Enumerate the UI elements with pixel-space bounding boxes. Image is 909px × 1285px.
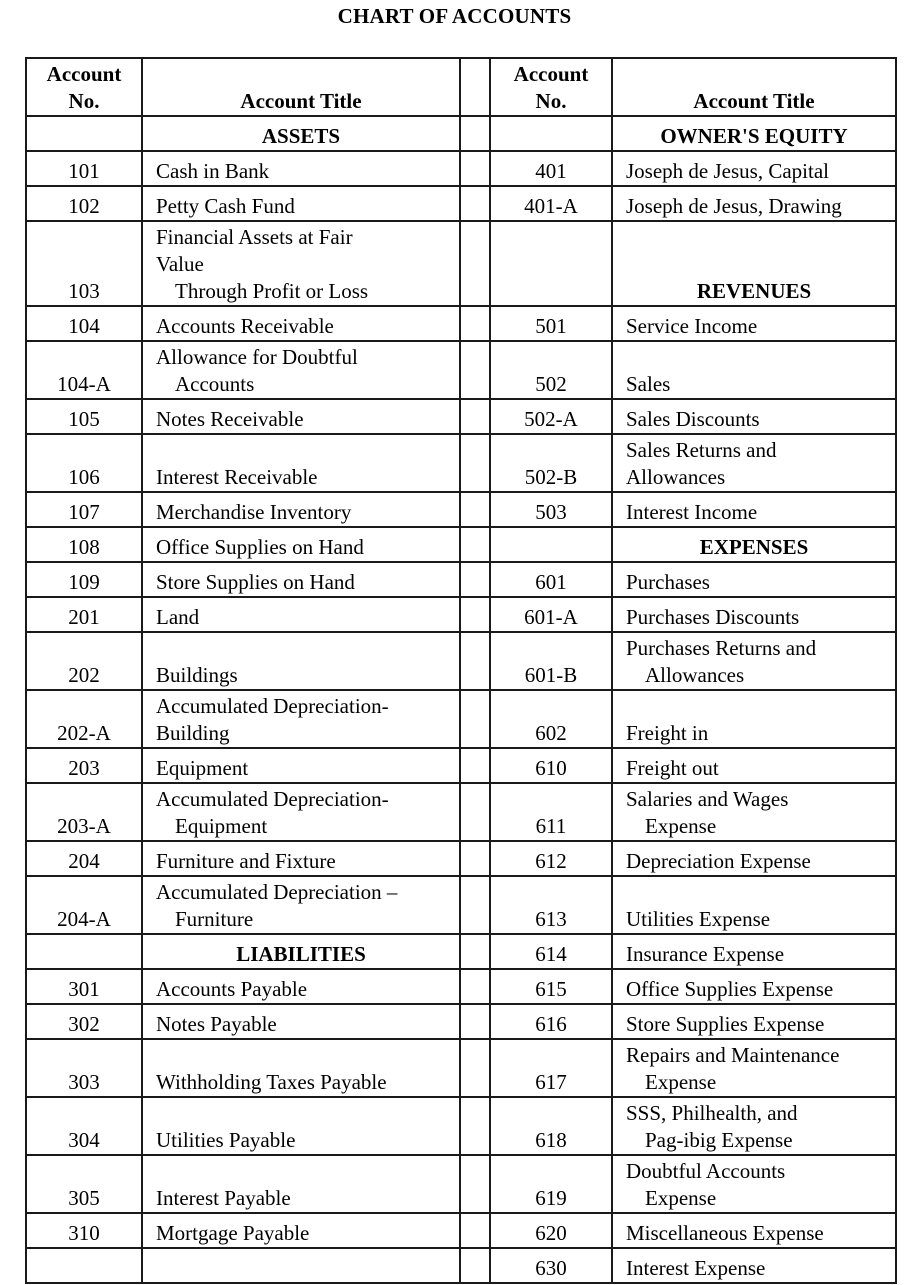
column-gap	[460, 399, 490, 434]
account-no: 502-A	[490, 399, 612, 434]
table-row	[26, 306, 896, 341]
account-title	[142, 1248, 460, 1283]
table-row	[26, 690, 896, 748]
title-line: Sales Returns and	[626, 438, 777, 462]
title-line: Purchases	[626, 570, 710, 594]
account-title	[142, 221, 460, 306]
section-heading: LIABILITIES	[142, 934, 460, 969]
title-line: Furniture and Fixture	[156, 849, 336, 873]
account-no: 202-A	[26, 690, 142, 748]
header-account-title: Account Title	[142, 58, 460, 116]
account-title	[612, 434, 896, 492]
column-gap	[460, 492, 490, 527]
title-line: Expense	[645, 1186, 717, 1210]
account-title	[612, 1213, 896, 1248]
header-account-no: Account No.	[26, 58, 142, 116]
account-title	[142, 597, 460, 632]
column-gap	[460, 1039, 490, 1097]
table-row	[26, 221, 896, 306]
account-no: 620	[490, 1213, 612, 1248]
title-line: Withholding Taxes Payable	[156, 1070, 387, 1094]
column-gap	[460, 151, 490, 186]
account-no: 203-A	[26, 783, 142, 841]
account-title	[612, 492, 896, 527]
account-no: 103	[26, 221, 142, 306]
account-title	[612, 876, 896, 934]
account-title	[612, 841, 896, 876]
account-no: 101	[26, 151, 142, 186]
title-line: Through Profit or Loss	[175, 279, 369, 303]
account-no: 617	[490, 1039, 612, 1097]
title-line: Allowances	[626, 465, 726, 489]
account-title	[142, 690, 460, 748]
account-title	[142, 562, 460, 597]
table-row	[26, 492, 896, 527]
account-title	[612, 783, 896, 841]
column-gap	[460, 841, 490, 876]
account-no: 630	[490, 1248, 612, 1283]
title-line: Accumulated Depreciation-	[156, 694, 389, 718]
section-heading: OWNER'S EQUITY	[612, 116, 896, 151]
title-line: Utilities Expense	[626, 907, 771, 931]
account-no	[490, 116, 612, 151]
account-title	[142, 783, 460, 841]
account-title	[612, 399, 896, 434]
section-heading: EXPENSES	[612, 527, 896, 562]
table-row	[26, 841, 896, 876]
section-heading: ASSETS	[142, 116, 460, 151]
title-line: Insurance Expense	[626, 942, 785, 966]
column-gap	[460, 690, 490, 748]
table-row	[26, 748, 896, 783]
column-gap	[460, 562, 490, 597]
account-title	[142, 1155, 460, 1213]
account-no: 613	[490, 876, 612, 934]
account-no: 302	[26, 1004, 142, 1039]
account-no	[26, 934, 142, 969]
header-account-title: Account Title	[612, 58, 896, 116]
column-gap	[460, 783, 490, 841]
title-line: Notes Receivable	[156, 407, 304, 431]
title-line: Furniture	[175, 907, 254, 931]
column-gap	[460, 1155, 490, 1213]
page-title: CHART OF ACCOUNTS	[337, 4, 572, 28]
account-no: 615	[490, 969, 612, 1004]
account-title	[612, 1248, 896, 1283]
title-line: Doubtful Accounts	[626, 1159, 786, 1183]
column-gap	[460, 116, 490, 151]
column-gap	[460, 632, 490, 690]
account-no: 601-A	[490, 597, 612, 632]
account-no: 502-B	[490, 434, 612, 492]
title-line: Cash in Bank	[156, 159, 270, 183]
account-title	[612, 151, 896, 186]
title-line: Repairs and Maintenance	[626, 1043, 840, 1067]
title-line: Sales	[626, 372, 671, 396]
title-line: Accounts Receivable	[156, 314, 334, 338]
table-row	[26, 151, 896, 186]
table-row	[26, 186, 896, 221]
account-title	[142, 341, 460, 399]
account-title	[612, 1097, 896, 1155]
account-title	[142, 434, 460, 492]
column-gap	[460, 434, 490, 492]
table-row	[26, 632, 896, 690]
account-title	[142, 969, 460, 1004]
title-line: Depreciation Expense	[626, 849, 811, 873]
column-gap	[460, 58, 490, 116]
account-no: 610	[490, 748, 612, 783]
account-title	[142, 876, 460, 934]
title-line: Salaries and Wages	[626, 787, 789, 811]
table-row	[26, 1039, 896, 1097]
table-row	[26, 1004, 896, 1039]
account-no: 204-A	[26, 876, 142, 934]
table-row	[26, 562, 896, 597]
title-line: Interest Receivable	[156, 465, 318, 489]
account-title	[612, 186, 896, 221]
account-no	[26, 1248, 142, 1283]
account-no: 304	[26, 1097, 142, 1155]
account-title	[142, 841, 460, 876]
account-no: 619	[490, 1155, 612, 1213]
chart-of-accounts-table	[25, 57, 897, 1284]
account-no: 612	[490, 841, 612, 876]
column-gap	[460, 1097, 490, 1155]
account-title	[142, 748, 460, 783]
account-title	[612, 632, 896, 690]
account-no: 105	[26, 399, 142, 434]
title-line: Expense	[645, 1070, 717, 1094]
account-no: 611	[490, 783, 612, 841]
account-no: 305	[26, 1155, 142, 1213]
title-line: Accumulated Depreciation –	[156, 880, 398, 904]
column-gap	[460, 1248, 490, 1283]
account-no: 201	[26, 597, 142, 632]
title-line: Allowance for Doubtful	[156, 345, 358, 369]
title-line: Interest Income	[626, 500, 758, 524]
title-line: Allowances	[645, 663, 745, 687]
title-line: Sales Discounts	[626, 407, 760, 431]
table-row	[26, 934, 896, 969]
title-line: Land	[156, 605, 200, 629]
title-line: Accumulated Depreciation-	[156, 787, 389, 811]
account-no	[490, 527, 612, 562]
title-line: Pag-ibig Expense	[645, 1128, 793, 1152]
title-line: Freight out	[626, 756, 719, 780]
title-line: Value	[156, 252, 204, 276]
column-gap	[460, 748, 490, 783]
column-gap	[460, 1213, 490, 1248]
account-no: 106	[26, 434, 142, 492]
account-title	[142, 1004, 460, 1039]
title-line: Equipment	[156, 756, 249, 780]
account-no: 301	[26, 969, 142, 1004]
title-line: Building	[156, 721, 230, 745]
account-no: 204	[26, 841, 142, 876]
account-no: 614	[490, 934, 612, 969]
table-row	[26, 876, 896, 934]
account-title	[612, 1004, 896, 1039]
account-no: 401-A	[490, 186, 612, 221]
account-no: 616	[490, 1004, 612, 1039]
account-title	[142, 527, 460, 562]
title-line: Mortgage Payable	[156, 1221, 310, 1245]
account-title	[142, 492, 460, 527]
account-no: 107	[26, 492, 142, 527]
title-line: Service Income	[626, 314, 758, 338]
account-title	[142, 632, 460, 690]
account-no: 109	[26, 562, 142, 597]
account-no: 602	[490, 690, 612, 748]
account-title	[142, 1213, 460, 1248]
title-line: Freight in	[626, 721, 709, 745]
account-title	[612, 1039, 896, 1097]
title-line: Petty Cash Fund	[156, 194, 295, 218]
account-title	[612, 1155, 896, 1213]
account-no: 503	[490, 492, 612, 527]
account-title	[612, 969, 896, 1004]
table-row	[26, 1213, 896, 1248]
column-gap	[460, 969, 490, 1004]
table-row	[26, 527, 896, 562]
title-line: Utilities Payable	[156, 1128, 296, 1152]
title-line: Interest Payable	[156, 1186, 291, 1210]
title-line: Store Supplies on Hand	[156, 570, 355, 594]
title-line: Interest Expense	[626, 1256, 766, 1280]
account-no: 618	[490, 1097, 612, 1155]
title-line: Office Supplies Expense	[626, 977, 834, 1001]
table-row	[26, 399, 896, 434]
header-account-no: Account No.	[490, 58, 612, 116]
account-title	[612, 306, 896, 341]
table-row	[26, 434, 896, 492]
account-no: 303	[26, 1039, 142, 1097]
header-row	[26, 58, 896, 116]
table-row	[26, 783, 896, 841]
account-no: 104	[26, 306, 142, 341]
column-gap	[460, 876, 490, 934]
title-line: Miscellaneous Expense	[626, 1221, 824, 1245]
table-row	[26, 341, 896, 399]
account-no: 104-A	[26, 341, 142, 399]
title-line: Office Supplies on Hand	[156, 535, 364, 559]
table-row	[26, 1155, 896, 1213]
account-title	[612, 562, 896, 597]
table-row	[26, 597, 896, 632]
account-no: 202	[26, 632, 142, 690]
column-gap	[460, 186, 490, 221]
column-gap	[460, 221, 490, 306]
column-gap	[460, 597, 490, 632]
account-no: 601-B	[490, 632, 612, 690]
title-line: Joseph de Jesus, Drawing	[626, 194, 842, 218]
title-line: Store Supplies Expense	[626, 1012, 825, 1036]
title-line: Notes Payable	[156, 1012, 277, 1036]
title-line: Purchases Returns and	[626, 636, 817, 660]
column-gap	[460, 1004, 490, 1039]
account-title	[142, 306, 460, 341]
title-line: Purchases Discounts	[626, 605, 800, 629]
account-title	[612, 690, 896, 748]
account-no: 102	[26, 186, 142, 221]
account-no: 203	[26, 748, 142, 783]
account-title	[612, 748, 896, 783]
account-title	[612, 934, 896, 969]
account-no: 401	[490, 151, 612, 186]
title-line: Buildings	[156, 663, 238, 687]
title-line: SSS, Philhealth, and	[626, 1101, 798, 1125]
table-row	[26, 969, 896, 1004]
account-title	[142, 1039, 460, 1097]
account-no	[26, 116, 142, 151]
account-title	[612, 597, 896, 632]
account-no: 501	[490, 306, 612, 341]
account-no: 310	[26, 1213, 142, 1248]
title-line: Joseph de Jesus, Capital	[626, 159, 829, 183]
title-line: Expense	[645, 814, 717, 838]
table-row	[26, 116, 896, 151]
title-line: Financial Assets at Fair	[156, 225, 353, 249]
account-title	[142, 1097, 460, 1155]
title-line: Equipment	[175, 814, 268, 838]
account-no: 108	[26, 527, 142, 562]
account-no: 601	[490, 562, 612, 597]
account-no: 502	[490, 341, 612, 399]
title-line: Accounts Payable	[156, 977, 308, 1001]
account-title	[142, 151, 460, 186]
account-no	[490, 221, 612, 306]
table-row	[26, 1248, 896, 1283]
column-gap	[460, 341, 490, 399]
account-title	[612, 341, 896, 399]
account-title	[142, 186, 460, 221]
account-title	[142, 399, 460, 434]
section-heading: REVENUES	[612, 221, 896, 306]
column-gap	[460, 306, 490, 341]
table-row	[26, 1097, 896, 1155]
title-line: Accounts	[175, 372, 255, 396]
title-line: Merchandise Inventory	[156, 500, 352, 524]
column-gap	[460, 527, 490, 562]
column-gap	[460, 934, 490, 969]
